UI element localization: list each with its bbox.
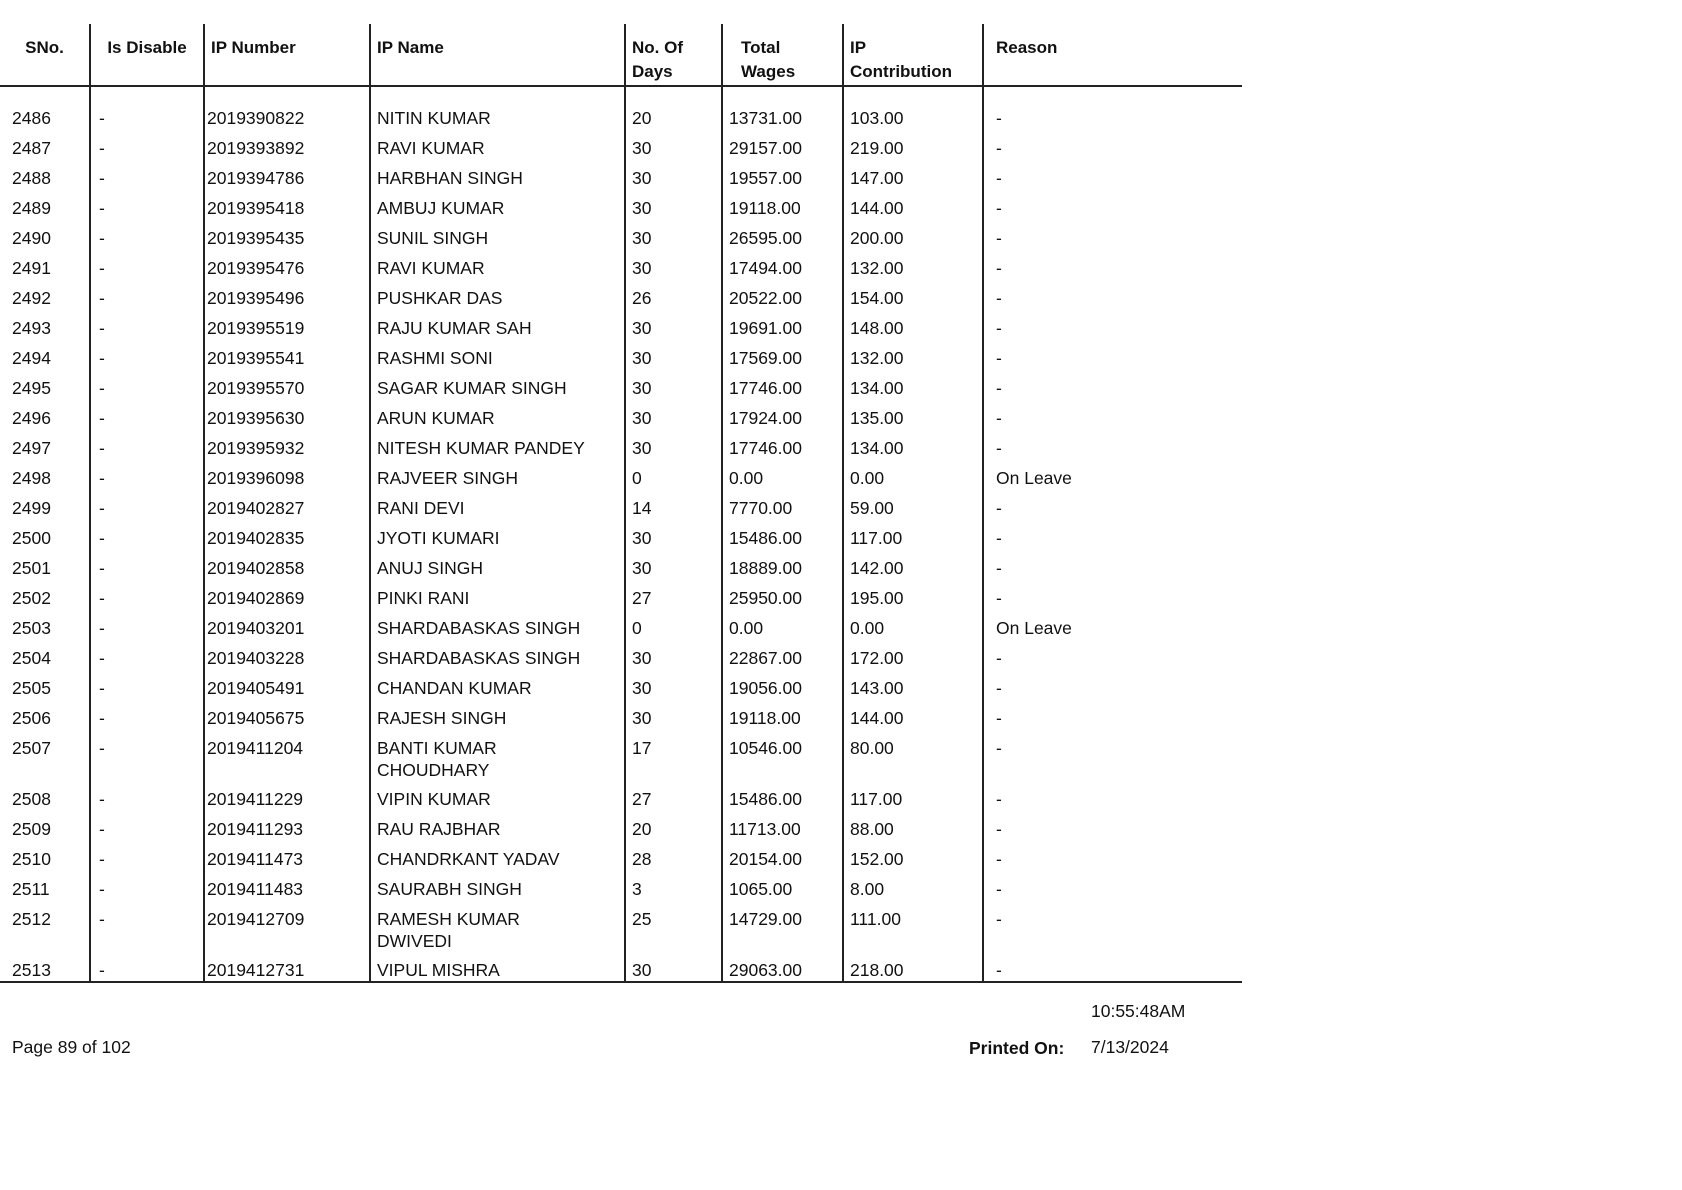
cell-is-disable: - (90, 160, 204, 190)
cell-is-disable: - (90, 310, 204, 340)
table-body (0, 86, 1242, 982)
cell-days: 20 (625, 811, 722, 841)
cell-contribution: 143.00 (843, 670, 983, 700)
cell-contribution: 134.00 (843, 430, 983, 460)
table-row (0, 580, 1242, 610)
cell-days: 30 (625, 250, 722, 280)
cell-reason: On Leave (996, 618, 1072, 638)
cell-is-disable: - (90, 190, 204, 220)
cell-days: 30 (625, 670, 722, 700)
cell-days: 20 (625, 86, 722, 130)
cell-contribution: 195.00 (843, 580, 983, 610)
cell-ip-number: 2019395496 (204, 280, 370, 310)
cell-is-disable: - (90, 580, 204, 610)
header-ip-name: IP Name (370, 24, 625, 86)
cell-ip-name: NITIN KUMAR (370, 86, 625, 130)
cell-sno: 2513 (0, 952, 90, 982)
table-row (0, 781, 1242, 811)
cell-is-disable: - (90, 86, 204, 130)
cell-contribution: 132.00 (843, 250, 983, 280)
cell-is-disable: - (90, 841, 204, 871)
cell-reason: - (996, 258, 1002, 278)
cell-days: 30 (625, 310, 722, 340)
cell-reason: - (996, 108, 1002, 128)
cell-wages: 15486.00 (722, 520, 843, 550)
cell-ip-number: 2019402858 (204, 550, 370, 580)
cell-wages: 15486.00 (722, 781, 843, 811)
cell-ip-number: 2019393892 (204, 130, 370, 160)
cell-is-disable: - (90, 130, 204, 160)
table-row (0, 130, 1242, 160)
header-ip-number: IP Number (204, 24, 370, 86)
cell-wages: 19557.00 (722, 160, 843, 190)
cell-reason: - (996, 708, 1002, 728)
header-wages-line2: Wages (741, 62, 796, 81)
table-row (0, 460, 1242, 490)
cell-ip-name: JYOTI KUMARI (370, 520, 625, 550)
cell-ip-number: 2019411204 (204, 730, 370, 781)
cell-contribution: 134.00 (843, 370, 983, 400)
header-days (625, 24, 722, 86)
cell-sno: 2505 (0, 670, 90, 700)
cell-ip-number: 2019395476 (204, 250, 370, 280)
cell-ip-name: CHANDAN KUMAR (370, 670, 625, 700)
cell-sno: 2510 (0, 841, 90, 871)
cell-is-disable: - (90, 280, 204, 310)
cell-wages: 19691.00 (722, 310, 843, 340)
cell-reason: - (996, 438, 1002, 458)
cell-ip-number: 2019394786 (204, 160, 370, 190)
cell-ip-name: SAGAR KUMAR SINGH (370, 370, 625, 400)
cell-ip-number: 2019395435 (204, 220, 370, 250)
cell-days: 30 (625, 190, 722, 220)
cell-contribution: 218.00 (843, 952, 983, 982)
cell-sno: 2509 (0, 811, 90, 841)
cell-is-disable: - (90, 781, 204, 811)
cell-ip-name: SUNIL SINGH (370, 220, 625, 250)
table-row (0, 400, 1242, 430)
cell-reason: - (996, 318, 1002, 338)
cell-wages: 20154.00 (722, 841, 843, 871)
cell-sno: 2488 (0, 160, 90, 190)
table-row (0, 871, 1242, 901)
cell-days: 30 (625, 430, 722, 460)
header-is-disable: Is Disable (90, 24, 204, 86)
cell-sno: 2512 (0, 901, 90, 952)
table-row (0, 490, 1242, 520)
print-time: 10:55:48AM (1091, 1001, 1186, 1021)
cell-days: 27 (625, 580, 722, 610)
cell-days: 17 (625, 730, 722, 781)
table-row (0, 730, 1242, 781)
table-row (0, 160, 1242, 190)
table-header (0, 24, 1242, 86)
cell-sno: 2497 (0, 430, 90, 460)
cell-sno: 2495 (0, 370, 90, 400)
cell-contribution: 59.00 (843, 490, 983, 520)
cell-ip-name: AMBUJ KUMAR (370, 190, 625, 220)
cell-is-disable: - (90, 460, 204, 490)
cell-ip-number: 2019411293 (204, 811, 370, 841)
cell-contribution: 8.00 (843, 871, 983, 901)
cell-contribution: 117.00 (843, 520, 983, 550)
cell-contribution: 103.00 (843, 86, 983, 130)
cell-contribution: 88.00 (843, 811, 983, 841)
cell-ip-name: PINKI RANI (370, 580, 625, 610)
cell-ip-number: 2019395932 (204, 430, 370, 460)
cell-contribution: 135.00 (843, 400, 983, 430)
cell-sno: 2493 (0, 310, 90, 340)
cell-is-disable: - (90, 952, 204, 982)
cell-reason: - (996, 909, 1002, 929)
cell-ip-name: RAJVEER SINGH (370, 460, 625, 490)
cell-sno: 2507 (0, 730, 90, 781)
cell-wages: 0.00 (722, 460, 843, 490)
cell-ip-number: 2019395570 (204, 370, 370, 400)
cell-wages: 17924.00 (722, 400, 843, 430)
cell-ip-name: NITESH KUMAR PANDEY (370, 430, 625, 460)
cell-days: 30 (625, 952, 722, 982)
cell-ip-number: 2019403201 (204, 610, 370, 640)
cell-wages: 7770.00 (722, 490, 843, 520)
cell-days: 30 (625, 640, 722, 670)
cell-reason: - (996, 558, 1002, 578)
cell-ip-name: RAVI KUMAR (370, 250, 625, 280)
cell-contribution: 152.00 (843, 841, 983, 871)
cell-sno: 2486 (0, 86, 90, 130)
cell-ip-number: 2019405491 (204, 670, 370, 700)
cell-sno: 2498 (0, 460, 90, 490)
contribution-table (0, 24, 1242, 983)
cell-wages: 19056.00 (722, 670, 843, 700)
cell-wages: 18889.00 (722, 550, 843, 580)
cell-reason: - (996, 378, 1002, 398)
cell-days: 26 (625, 280, 722, 310)
cell-ip-name: SAURABH SINGH (370, 871, 625, 901)
cell-reason: - (996, 498, 1002, 518)
cell-ip-number: 2019412709 (204, 901, 370, 952)
cell-ip-number: 2019402827 (204, 490, 370, 520)
table-row (0, 670, 1242, 700)
cell-sno: 2492 (0, 280, 90, 310)
cell-ip-name: BANTI KUMAR CHOUDHARY (370, 730, 625, 781)
cell-sno: 2490 (0, 220, 90, 250)
cell-wages: 17746.00 (722, 430, 843, 460)
table-row (0, 370, 1242, 400)
cell-reason: - (996, 228, 1002, 248)
cell-is-disable: - (90, 871, 204, 901)
cell-is-disable: - (90, 370, 204, 400)
cell-ip-number: 2019411473 (204, 841, 370, 871)
cell-wages: 20522.00 (722, 280, 843, 310)
cell-contribution: 219.00 (843, 130, 983, 160)
cell-reason: - (996, 198, 1002, 218)
header-wages (722, 24, 843, 86)
table-row (0, 841, 1242, 871)
cell-days: 30 (625, 370, 722, 400)
table-row (0, 952, 1242, 982)
cell-wages: 11713.00 (722, 811, 843, 841)
cell-reason: - (996, 408, 1002, 428)
cell-ip-number: 2019390822 (204, 86, 370, 130)
cell-reason: - (996, 588, 1002, 608)
print-date: 7/13/2024 (1091, 1037, 1169, 1057)
cell-reason: - (996, 789, 1002, 809)
cell-days: 0 (625, 610, 722, 640)
header-contribution-line2: Contribution (850, 62, 952, 81)
table-row (0, 220, 1242, 250)
cell-sno: 2503 (0, 610, 90, 640)
cell-days: 30 (625, 220, 722, 250)
cell-wages: 17494.00 (722, 250, 843, 280)
cell-ip-name: VIPIN KUMAR (370, 781, 625, 811)
cell-ip-number: 2019395630 (204, 400, 370, 430)
cell-wages: 17746.00 (722, 370, 843, 400)
header-contribution (843, 24, 983, 86)
cell-reason: - (996, 138, 1002, 158)
header-sno: SNo. (0, 24, 90, 86)
cell-ip-name: RAJESH SINGH (370, 700, 625, 730)
cell-contribution: 117.00 (843, 781, 983, 811)
cell-days: 25 (625, 901, 722, 952)
table-row (0, 550, 1242, 580)
cell-ip-name: RANI DEVI (370, 490, 625, 520)
cell-sno: 2508 (0, 781, 90, 811)
cell-is-disable: - (90, 400, 204, 430)
cell-wages: 29063.00 (722, 952, 843, 982)
cell-ip-name: RAVI KUMAR (370, 130, 625, 160)
cell-days: 0 (625, 460, 722, 490)
cell-sno: 2491 (0, 250, 90, 280)
printed-on-label: Printed On: (969, 1038, 1065, 1058)
cell-ip-name: RASHMI SONI (370, 340, 625, 370)
cell-ip-name: RAU RAJBHAR (370, 811, 625, 841)
table-row (0, 640, 1242, 670)
cell-days: 30 (625, 400, 722, 430)
header-days-line2: Days (632, 62, 673, 81)
cell-ip-number: 2019402869 (204, 580, 370, 610)
cell-wages: 14729.00 (722, 901, 843, 952)
cell-sno: 2496 (0, 400, 90, 430)
table-row (0, 430, 1242, 460)
cell-contribution: 0.00 (843, 460, 983, 490)
cell-is-disable: - (90, 250, 204, 280)
cell-days: 27 (625, 781, 722, 811)
cell-days: 28 (625, 841, 722, 871)
cell-days: 30 (625, 520, 722, 550)
cell-ip-number: 2019402835 (204, 520, 370, 550)
table-row (0, 340, 1242, 370)
cell-ip-number: 2019396098 (204, 460, 370, 490)
cell-ip-number: 2019403228 (204, 640, 370, 670)
cell-contribution: 172.00 (843, 640, 983, 670)
table-row (0, 700, 1242, 730)
header-wages-line1: Total (741, 38, 781, 57)
cell-ip-name: RAMESH KUMAR DWIVEDI (370, 901, 625, 952)
header-reason: Reason (983, 24, 1242, 86)
cell-ip-number: 2019405675 (204, 700, 370, 730)
cell-reason: - (996, 528, 1002, 548)
cell-ip-name: SHARDABASKAS SINGH (370, 640, 625, 670)
cell-ip-name: ANUJ SINGH (370, 550, 625, 580)
header-days-line1: No. Of (632, 38, 683, 57)
cell-ip-number: 2019411229 (204, 781, 370, 811)
cell-wages: 25950.00 (722, 580, 843, 610)
cell-is-disable: - (90, 490, 204, 520)
table-row (0, 520, 1242, 550)
cell-days: 30 (625, 700, 722, 730)
cell-is-disable: - (90, 811, 204, 841)
cell-reason: - (996, 819, 1002, 839)
cell-wages: 1065.00 (722, 871, 843, 901)
cell-sno: 2494 (0, 340, 90, 370)
cell-reason: - (996, 678, 1002, 698)
cell-wages: 22867.00 (722, 640, 843, 670)
cell-ip-number: 2019412731 (204, 952, 370, 982)
cell-contribution: 200.00 (843, 220, 983, 250)
cell-reason: - (996, 288, 1002, 308)
cell-is-disable: - (90, 730, 204, 781)
cell-reason: - (983, 952, 1242, 982)
table-row (0, 610, 1242, 640)
cell-ip-number: 2019411483 (204, 871, 370, 901)
cell-is-disable: - (90, 220, 204, 250)
cell-sno: 2511 (0, 871, 90, 901)
cell-wages: 10546.00 (722, 730, 843, 781)
cell-sno: 2489 (0, 190, 90, 220)
cell-sno: 2504 (0, 640, 90, 670)
cell-ip-number: 2019395418 (204, 190, 370, 220)
cell-is-disable: - (90, 670, 204, 700)
cell-ip-name: RAJU KUMAR SAH (370, 310, 625, 340)
cell-days: 30 (625, 160, 722, 190)
page-number: Page 89 of 102 (12, 1037, 131, 1057)
cell-contribution: 154.00 (843, 280, 983, 310)
cell-ip-name: HARBHAN SINGH (370, 160, 625, 190)
cell-contribution: 144.00 (843, 190, 983, 220)
cell-wages: 29157.00 (722, 130, 843, 160)
cell-reason: - (996, 849, 1002, 869)
table-row (0, 250, 1242, 280)
cell-ip-name: SHARDABASKAS SINGH (370, 610, 625, 640)
cell-days: 30 (625, 340, 722, 370)
cell-wages: 19118.00 (722, 700, 843, 730)
cell-wages: 19118.00 (722, 190, 843, 220)
table-row (0, 190, 1242, 220)
cell-contribution: 111.00 (843, 901, 983, 952)
cell-contribution: 142.00 (843, 550, 983, 580)
cell-wages: 26595.00 (722, 220, 843, 250)
cell-wages: 0.00 (722, 610, 843, 640)
cell-ip-name: CHANDRKANT YADAV (370, 841, 625, 871)
cell-sno: 2502 (0, 580, 90, 610)
table-row (0, 901, 1242, 952)
cell-wages: 17569.00 (722, 340, 843, 370)
cell-ip-name: VIPUL MISHRA (370, 952, 625, 982)
cell-ip-number: 2019395541 (204, 340, 370, 370)
cell-contribution: 80.00 (843, 730, 983, 781)
cell-contribution: 132.00 (843, 340, 983, 370)
cell-ip-number: 2019395519 (204, 310, 370, 340)
cell-reason: - (996, 648, 1002, 668)
cell-reason: - (996, 879, 1002, 899)
cell-contribution: 147.00 (843, 160, 983, 190)
table-row (0, 280, 1242, 310)
cell-sno: 2506 (0, 700, 90, 730)
cell-is-disable: - (90, 700, 204, 730)
cell-sno: 2499 (0, 490, 90, 520)
cell-contribution: 148.00 (843, 310, 983, 340)
table-row (0, 86, 1242, 130)
table-row (0, 310, 1242, 340)
cell-days: 14 (625, 490, 722, 520)
cell-reason: - (996, 348, 1002, 368)
cell-days: 30 (625, 130, 722, 160)
cell-reason: - (996, 738, 1002, 758)
cell-days: 3 (625, 871, 722, 901)
cell-is-disable: - (90, 430, 204, 460)
cell-sno: 2487 (0, 130, 90, 160)
cell-wages: 13731.00 (722, 86, 843, 130)
cell-contribution: 144.00 (843, 700, 983, 730)
cell-reason: On Leave (996, 468, 1072, 488)
header-contribution-line1: IP (850, 38, 867, 57)
cell-sno: 2500 (0, 520, 90, 550)
cell-is-disable: - (90, 520, 204, 550)
cell-is-disable: - (90, 610, 204, 640)
cell-ip-name: ARUN KUMAR (370, 400, 625, 430)
cell-is-disable: - (90, 901, 204, 952)
cell-is-disable: - (90, 640, 204, 670)
table-row (0, 811, 1242, 841)
cell-contribution: 0.00 (843, 610, 983, 640)
cell-sno: 2501 (0, 550, 90, 580)
cell-reason: - (996, 168, 1002, 188)
cell-is-disable: - (90, 340, 204, 370)
cell-days: 30 (625, 550, 722, 580)
cell-ip-name: PUSHKAR DAS (370, 280, 625, 310)
cell-is-disable: - (90, 550, 204, 580)
